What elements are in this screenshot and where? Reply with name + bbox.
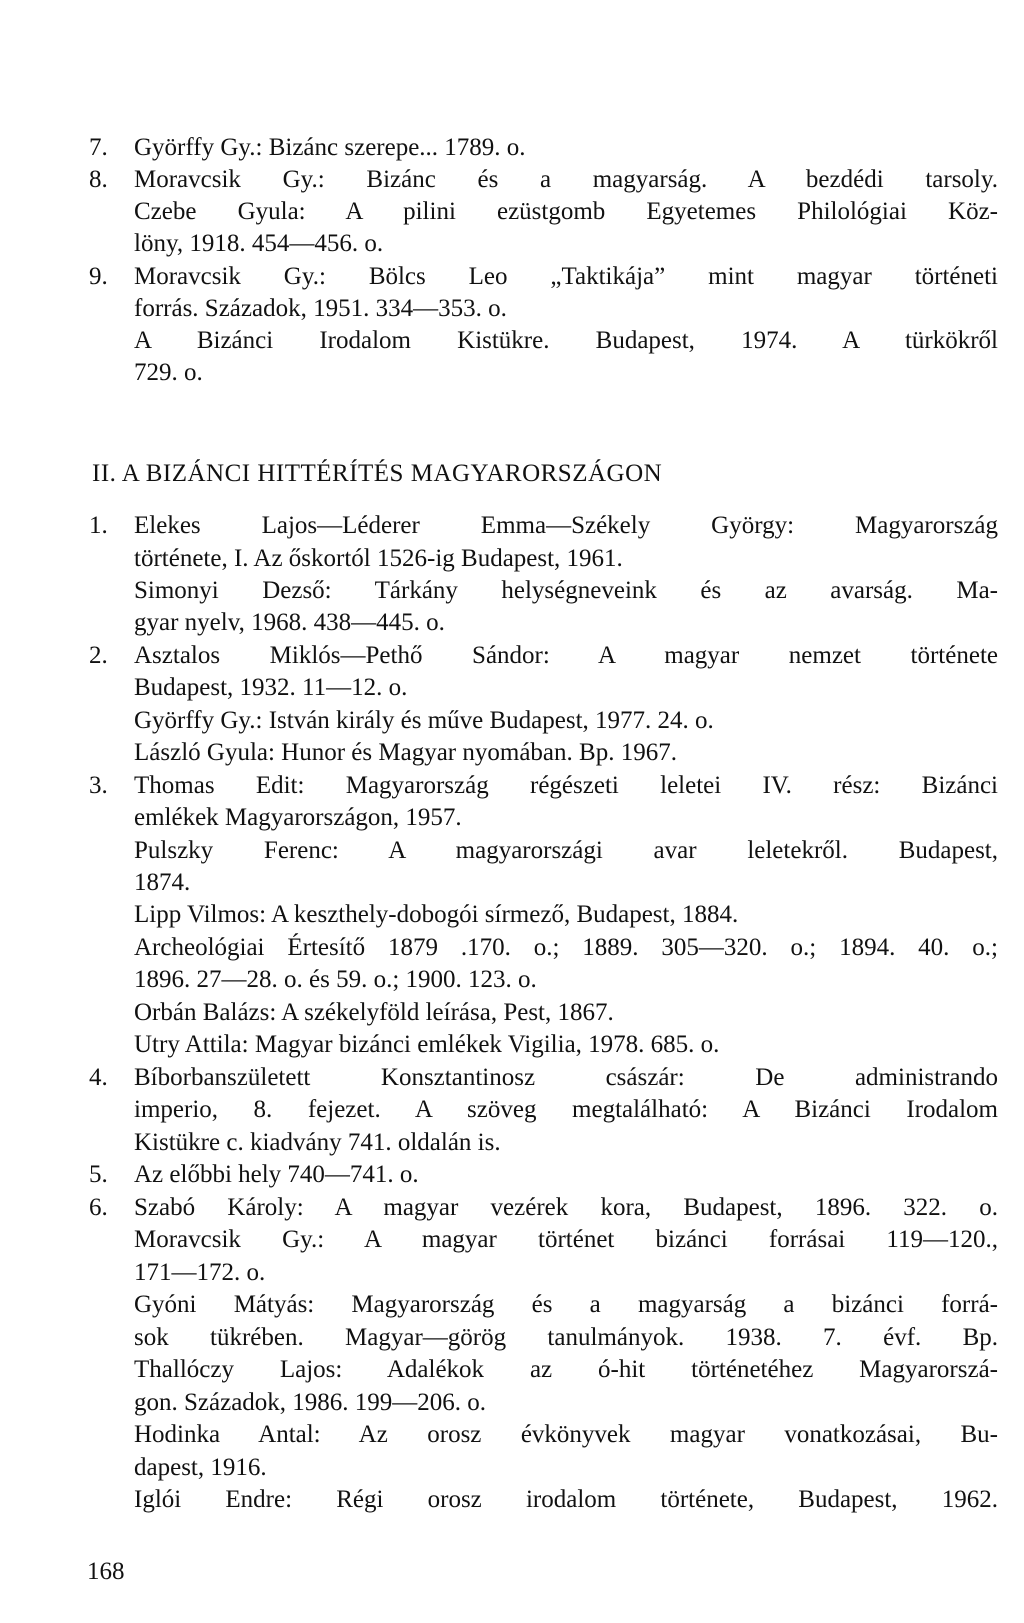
entry-number: 1. [89,512,108,539]
entry-line: Budapest, 1932. 11—12. o. [134,674,408,701]
entry-number: 8. [89,166,108,193]
entry-line: gyar nyelv, 1968. 438—445. o. [134,609,445,636]
section-heading: II. A BIZÁNCI HITTÉRÍTÉS MAGYARORSZÁGON [92,460,663,487]
entry-line: 1896. 27—28. o. és 59. o.; 1900. 123. o. [134,966,537,993]
page-number: 168 [87,1558,125,1585]
entry-line: Orbán Balázs: A székelyföld leírása, Pest, 1867. [134,999,614,1026]
entry-line: Györffy Gy.: Bizánc szerepe... 1789. o. [134,134,526,161]
entry-line: Szabó Károly: A magyar vezérek kora, Budapest, 1896. 322. o. [134,1194,998,1221]
entry-number: 5. [89,1161,108,1188]
entry-line: sok tükrében. Magyar—görög tanulmányok. 1938. 7. évf. Bp. [134,1324,998,1351]
entry-line: Elekes Lajos—Léderer Emma—Székely György: Magyarország [134,512,998,539]
entry-line: Utry Attila: Magyar bizánci emlékek Vigilia, 1978. 685. o. [134,1031,720,1058]
entry-line: Györffy Gy.: István király és műve Budapest, 1977. 24. o. [134,707,714,734]
entry-line: dapest, 1916. [134,1454,267,1481]
entry-line: Thallóczy Lajos: Adalékok az ó-hit történetéhez Magyarorszá- [134,1356,998,1383]
entry-line: története, I. Az őskortól 1526-ig Budapest, 1961. [134,545,623,572]
entry-line: Hodinka Antal: Az orosz évkönyvek magyar vonatkozásai, Bu- [134,1421,998,1448]
entry-line: Archeológiai Értesítő 1879 .170. o.; 1889. 305—320. o.; 1894. 40. o.; [134,934,998,961]
entry-line: Bíborbanszületett Konsztantinosz császár: De administrando [134,1064,998,1091]
entry-line: Iglói Endre: Régi orosz irodalom története, Budapest, 1962. [134,1486,998,1513]
entry-line: forrás. Századok, 1951. 334—353. o. [134,295,507,322]
entry-number: 7. [89,134,108,161]
entry-line: Czebe Gyula: A pilini ezüstgomb Egyetemes Philológiai Köz- [134,198,998,225]
entry-line: 729. o. [134,359,203,386]
entry-line: A Bizánci Irodalom Kistükre. Budapest, 1974. A türkökről [134,327,998,354]
entry-line: imperio, 8. fejezet. A szöveg megtalálható: A Bizánci Irodalom [134,1096,998,1123]
entry-line: Moravcsik Gy.: Bölcs Leo „Taktikája” mint magyar történeti [134,263,998,290]
entry-line: Az előbbi hely 740—741. o. [134,1161,419,1188]
entry-line: gon. Századok, 1986. 199—206. o. [134,1389,487,1416]
entry-line: Moravcsik Gy.: A magyar történet bizánci forrásai 119—120., [134,1226,998,1253]
entry-line: löny, 1918. 454—456. o. [134,230,384,257]
entry-line: Kistükre c. kiadvány 741. oldalán is. [134,1129,501,1156]
entry-line: László Gyula: Hunor és Magyar nyomában. Bp. 1967. [134,739,677,766]
entry-line: Thomas Edit: Magyarország régészeti leletei IV. rész: Bizánci [134,772,998,799]
entry-line: Asztalos Miklós—Pethő Sándor: A magyar nemzet története [134,642,998,669]
entry-number: 4. [89,1064,108,1091]
entry-number: 9. [89,263,108,290]
entry-line: Gyóni Mátyás: Magyarország és a magyarság a bizánci forrá- [134,1291,998,1318]
entry-line: 1874. [134,869,191,896]
entry-line: Simonyi Dezső: Tárkány helységneveink és az avarság. Ma- [134,577,998,604]
entry-line: emlékek Magyarországon, 1957. [134,804,462,831]
entry-line: Moravcsik Gy.: Bizánc és a magyarság. A bezdédi tarsoly. [134,166,998,193]
entry-line: 171—172. o. [134,1259,266,1286]
entry-number: 6. [89,1194,108,1221]
entry-number: 3. [89,772,108,799]
entry-line: Lipp Vilmos: A keszthely-dobogói sírmező, Budapest, 1884. [134,901,739,928]
entry-number: 2. [89,642,108,669]
entry-line: Pulszky Ferenc: A magyarországi avar leletekről. Budapest, [134,837,998,864]
